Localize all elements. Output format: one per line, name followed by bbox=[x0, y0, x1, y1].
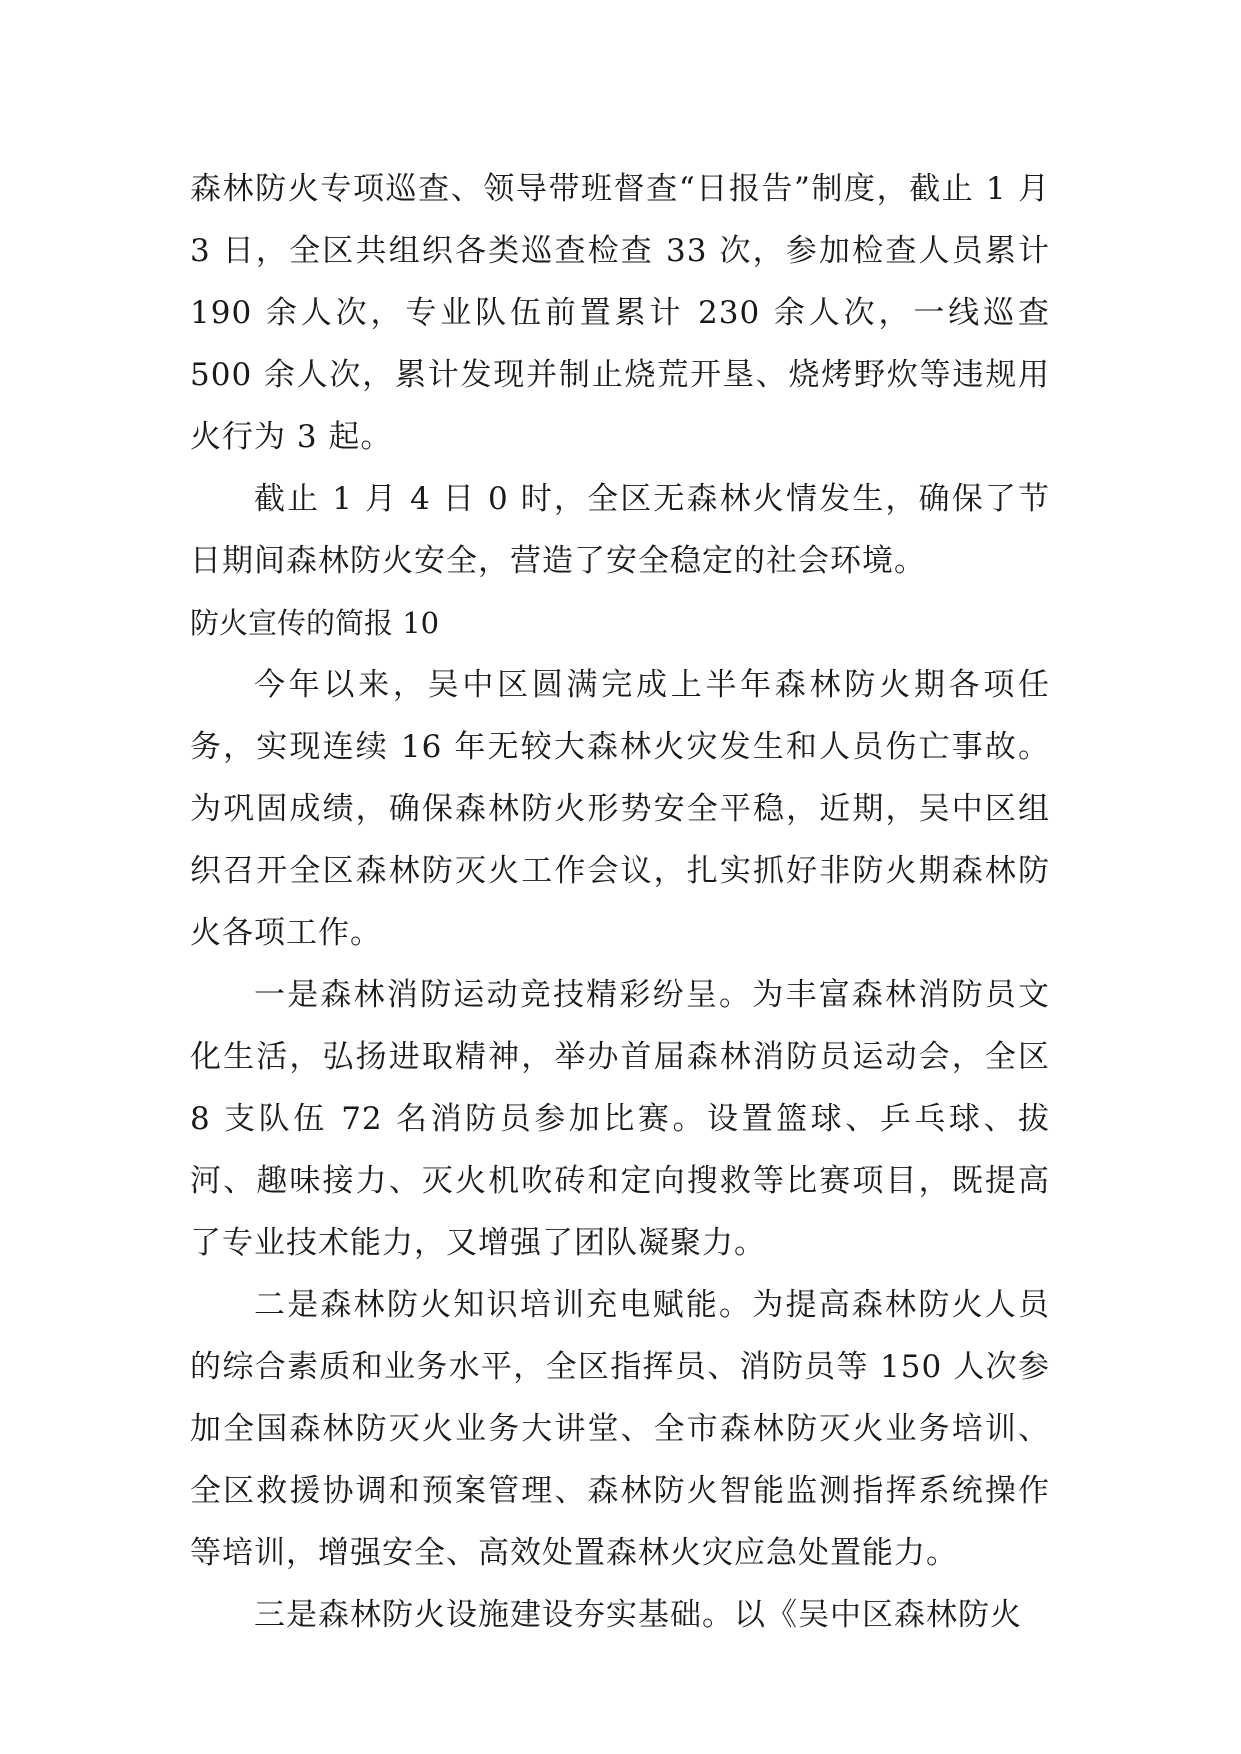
paragraph-point-three: 三是森林防火设施建设夯实基础。以《吴中区森林防火 bbox=[254, 1597, 1022, 1633]
document-body bbox=[190, 158, 1050, 1646]
paragraph-intro: 今年以来，吴中区圆满完成上半年森林防火期各项任务，实现连续 16 年无较大森林火灾发生和人员伤亡事故。为巩固成绩，确保森林防火形势安全平稳，近期，吴中区组织召开全区森林防灭火工作会议，扎实抓好非防火期森林防火各项工作。 bbox=[190, 667, 1050, 951]
paragraph-no-fire-summary: 截止 1 月 4 日 0 时，全区无森林火情发生，确保了节日期间森林防火安全，营造了安全稳定的社会环境。 bbox=[190, 481, 1050, 579]
section-heading: 防火宣传的简报 10 bbox=[190, 606, 440, 640]
paragraph-point-two: 二是森林防火知识培训充电赋能。为提高森林防火人员的综合素质和业务水平，全区指挥员、消防员等 150 人次参加全国森林防灭火业务大讲堂、全市森林防灭火业务培训、全区救援协调和预案管理、森林防火智能监测指挥系统操作等培训，增强安全、高效处置森林火灾应急处置能力。 bbox=[190, 1287, 1050, 1571]
paragraph-point-one: 一是森林消防运动竞技精彩纷呈。为丰富森林消防员文化生活，弘扬进取精神，举办首届森林消防员运动会，全区 8 支队伍 72 名消防员参加比赛。设置篮球、乒乓球、拔河、趣味接力、灭火机吹砖和定向搜救等比赛项目，既提高了专业技术能力，又增强了团队凝聚力。 bbox=[190, 977, 1050, 1261]
paragraph-patrol-stats: 森林防火专项巡查、领导带班督查“日报告”制度，截止 1 月 3 日，全区共组织各类巡查检查 33 次，参加检查人员累计 190 余人次，专业队伍前置累计 230 余人次，一线巡查 500 余人次，累计发现并制止烧荒开垦、烧烤野炊等违规用火行为 3 起。 bbox=[190, 171, 1050, 455]
